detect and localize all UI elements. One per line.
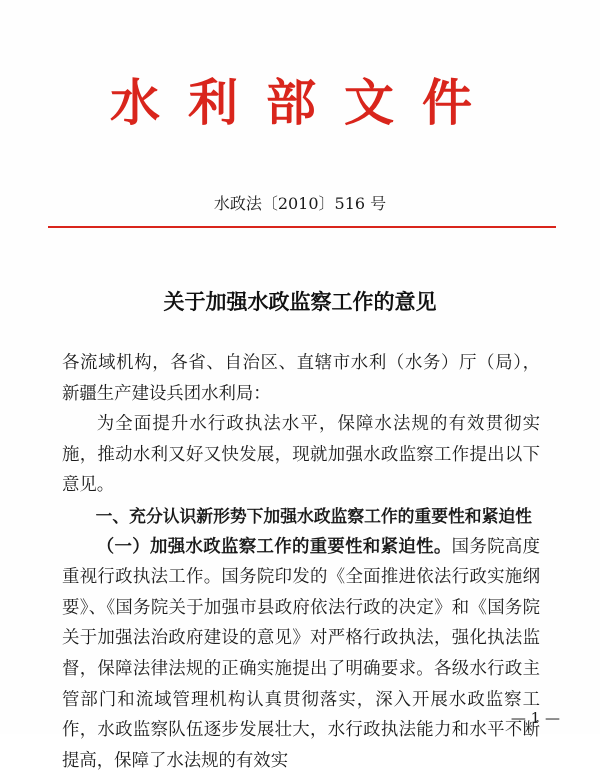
issuing-authority-header: 水利部文件 bbox=[110, 73, 500, 132]
section-heading: 一、充分认识新形势下加强水政监察工作的重要性和紧迫性 bbox=[95, 505, 532, 526]
page-number: — 1 — bbox=[510, 709, 560, 727]
document-number: 水政法〔2010〕516 号 bbox=[213, 194, 387, 213]
addressee-paragraph: 各流域机构，各省、自治区、直辖市水利（水务）厅（局），新疆生产建设兵团水利局： bbox=[62, 353, 540, 404]
subsection-label: （一）加强水政监察工作的重要性和紧迫性。 bbox=[96, 536, 452, 557]
red-separator-line bbox=[48, 226, 556, 228]
subsection-text: 国务院高度重视行政执法工作。国务院印发的《全面推进依法行政实施纲要》、《国务院关于加强市县政府依法行政的决定》和《国务院关于加强法治政府建设的意见》对严格行政执法，强化执法监督，保障法律法规的正确实施提出了明确要求。各级水行政主管部门和流域管理机构认真贯彻落实，深入开展水政监察工作，水政监察队伍逐步发展壮大，水行政执法能力和水平不断提高，保障了水法规的有效实 bbox=[62, 536, 540, 771]
intro-paragraph: 为全面提升水行政执法水平，保障水法规的有效贯彻实施，推动水利又好又快发展，现就加强水政监察工作提出以下意见。 bbox=[62, 414, 540, 496]
subsection-paragraph bbox=[62, 532, 540, 776]
document-title: 关于加强水政监察工作的意见 bbox=[163, 289, 437, 314]
document-body bbox=[62, 348, 540, 776]
